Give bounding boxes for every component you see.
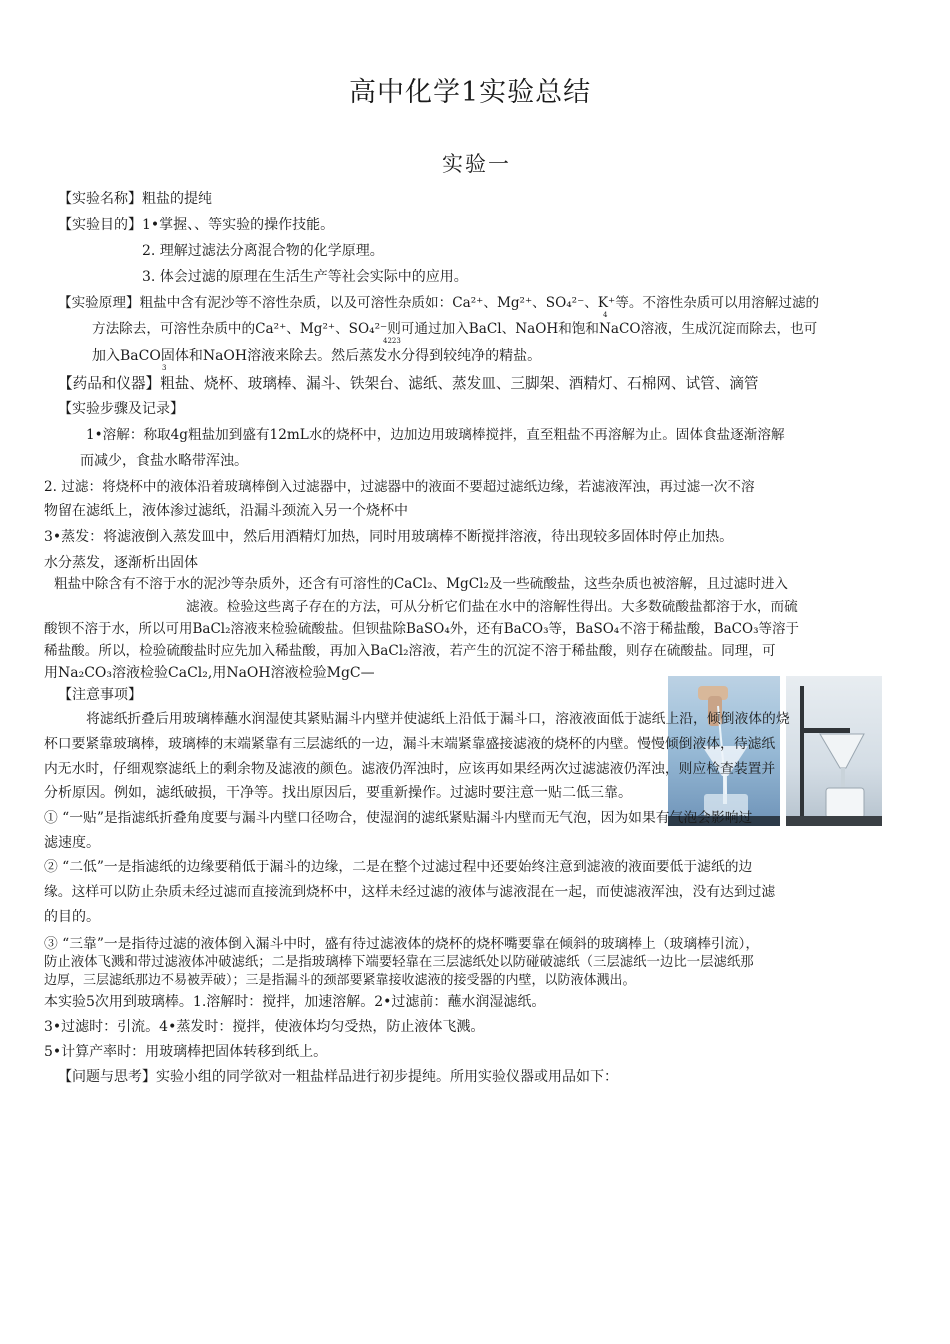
step-2-line-2: 物留在滤纸上，液体渗过滤纸，沿漏斗颈流入另一个烧杯中 (44, 503, 408, 519)
rule-three-line-3: 边厚，三层滤纸那边不易被弄破）；三是指漏斗的颈部要紧靠接收滤液的接受器的内壁，以防液体溅出。 (44, 973, 636, 988)
purpose-item-3: 3. 体会过滤的原理在生活生产等社会实际中的应用。 (142, 269, 468, 285)
rule-one-line-1: ① “一贴”是指滤纸折叠角度要与漏斗内壁口径吻合，使湿润的滤纸紧贴漏斗内壁而无气泡，因为如果有气泡会影响过 (44, 810, 753, 826)
rule-one-line-2: 滤速度。 (44, 835, 100, 851)
impurity-line-1: 粗盐中除含有不溶于水的泥沙等杂质外，还含有可溶性的CaCl₂、MgCl₂及一些硫酸盐，这些杂质也被溶解，且过滤时进入 (54, 576, 789, 592)
principle-subscript-2: 4223 (383, 337, 401, 345)
impurity-line-2: 滤液。检验这些离子存在的方法，可从分析它们盐在水中的溶解性得出。大多数硫酸盐都溶于水，而硫 (186, 599, 798, 615)
step-3: 3•蒸发：将滤液倒入蒸发皿中，然后用酒精灯加热，同时用玻璃棒不断搅拌溶液，待出现较多固体时停止加热。 (44, 529, 734, 545)
steps-heading: 【实验步骤及记录】 (58, 401, 184, 417)
step-2-line-1: 2. 过滤：将烧杯中的液体沿着玻璃棒倒入过滤器中，过滤器中的液面不要超过滤纸边缘，若滤液浑浊，再过滤一次不溶 (44, 479, 755, 495)
experiment-name: 【实验名称】粗盐的提纯 (58, 191, 212, 207)
purpose-item-2: 2. 理解过滤法分离混合物的化学原理。 (142, 243, 384, 259)
glass-rod-uses-2: 3•过滤时：引流。4•蒸发时：搅拌，使液体均匀受热，防止液体飞溅。 (44, 1019, 485, 1035)
impurity-line-5: 用Na₂CO₃溶液检验CaCl₂,用NaOH溶液检验MgC— (44, 665, 375, 681)
notes-heading: 【注意事项】 (58, 687, 142, 703)
rule-three-line-2: 防止液体飞溅和带过滤液体冲破滤纸；二是指玻璃棒下端要轻靠在三层滤纸处以防碰破滤纸（三层滤纸一边比一层滤纸那 (44, 955, 754, 970)
section-title: 实验一 (442, 152, 511, 176)
questions-heading: 【问题与思考】实验小组的同学欲对一粗盐样品进行初步提纯。所用实验仪器或用品如下： (58, 1069, 618, 1085)
rule-three-line-1: ③ “三靠”一是指待过滤的液体倒入漏斗中时，盛有待过滤液体的烧杯的烧杯嘴要靠在倾斜的玻璃棒上（玻璃棒引流）， (44, 936, 760, 952)
glass-rod-uses-1: 本实验5次用到玻璃棒。1.溶解时：搅拌，加速溶解。2•过滤前：蘸水润湿滤纸。 (44, 994, 546, 1010)
principle-line-1: 【实验原理】粗盐中含有泥沙等不溶性杂质，以及可溶性杂质如：Ca²⁺、Mg²⁺、SO₄²⁻、K⁺等。不溶性杂质可以用溶解过滤的 (58, 295, 820, 311)
page-title: 高中化学1实验总结 (349, 77, 592, 108)
filtration-photo-2 (786, 676, 882, 826)
rule-two-line-3: 的目的。 (44, 909, 100, 925)
principle-subscript-3: 3 (162, 364, 167, 372)
step-3-result: 水分蒸发，逐渐析出固体 (44, 555, 198, 571)
principle-line-3: 加入BaCO固体和NaOH溶液来除去。然后蒸发水分得到较纯净的精盐。 (92, 348, 542, 364)
impurity-line-4: 稀盐酸。所以，检验硫酸盐时应先加入稀盐酸，再加入BaCl₂溶液，若产生的沉淀不溶于稀盐酸，则存在硫酸盐。同理，可 (44, 643, 776, 659)
rule-two-line-1: ② “二低”一是指滤纸的边缘要稍低于漏斗的边缘，二是在整个过滤过程中还要始终注意到滤液的液面要低于滤纸的边 (44, 859, 753, 875)
experiment-purpose: 【实验目的】1•掌握、、等实验的操作技能。 (58, 217, 335, 233)
step-1-line-1: 1•溶解：称取4g粗盐加到盛有12mL水的烧杯中，边加边用玻璃棒搅拌，直至粗盐不再溶解为止。固体食盐逐渐溶解 (86, 427, 785, 443)
notes-line-4: 分析原因。例如，滤纸破损，干净等。找出原因后，要重新操作。过滤时要注意一贴二低三靠。 (44, 785, 632, 801)
principle-line-2: 方法除去，可溶性杂质中的Ca²⁺、Mg²⁺、SO₄²⁻则可通过加入BaCl、NaOH和饱和NaCO溶液，生成沉淀而除去，也可 (92, 321, 818, 337)
reagents-instruments: 【药品和仪器】粗盐、烧杯、玻璃棒、漏斗、铁架台、滤纸、蒸发皿、三脚架、酒精灯、石棉网、试管、滴管 (58, 375, 759, 392)
notes-line-3: 内无水时，仔细观察滤纸上的剩余物及滤液的颜色。滤液仍浑浊时，应该再如果经两次过滤滤液仍浑浊，则应检查装置并 (44, 761, 776, 777)
impurity-line-3: 酸钡不溶于水，所以可用BaCl₂溶液来检验硫酸盐。但钡盐除BaSO₄外，还有BaCO₃等，BaSO₄不溶于稀盐酸，BaCO₃等溶于 (44, 621, 799, 637)
rule-two-line-2: 缘。这样可以防止杂质未经过滤而直接流到烧杯中，这样未经过滤的液体与滤液混在一起，而使滤液浑浊，没有达到过滤 (44, 884, 776, 900)
notes-line-1: 将滤纸折叠后用玻璃棒蘸水润湿使其紧贴漏斗内壁并使滤纸上沿低于漏斗口，溶液液面低于滤纸上沿，倾倒液体的烧 (86, 711, 790, 727)
principle-subscript-1: 4 (603, 311, 608, 319)
step-1-line-2: 而减少，食盐水略带浑浊。 (80, 453, 248, 469)
notes-line-2: 杯口要紧靠玻璃棒，玻璃棒的末端紧靠有三层滤纸的一边，漏斗末端紧靠盛接滤液的烧杯的内壁。慢慢倾倒液体，待滤纸 (44, 736, 776, 752)
glass-rod-uses-3: 5•计算产率时：用玻璃棒把固体转移到纸上。 (44, 1044, 328, 1060)
